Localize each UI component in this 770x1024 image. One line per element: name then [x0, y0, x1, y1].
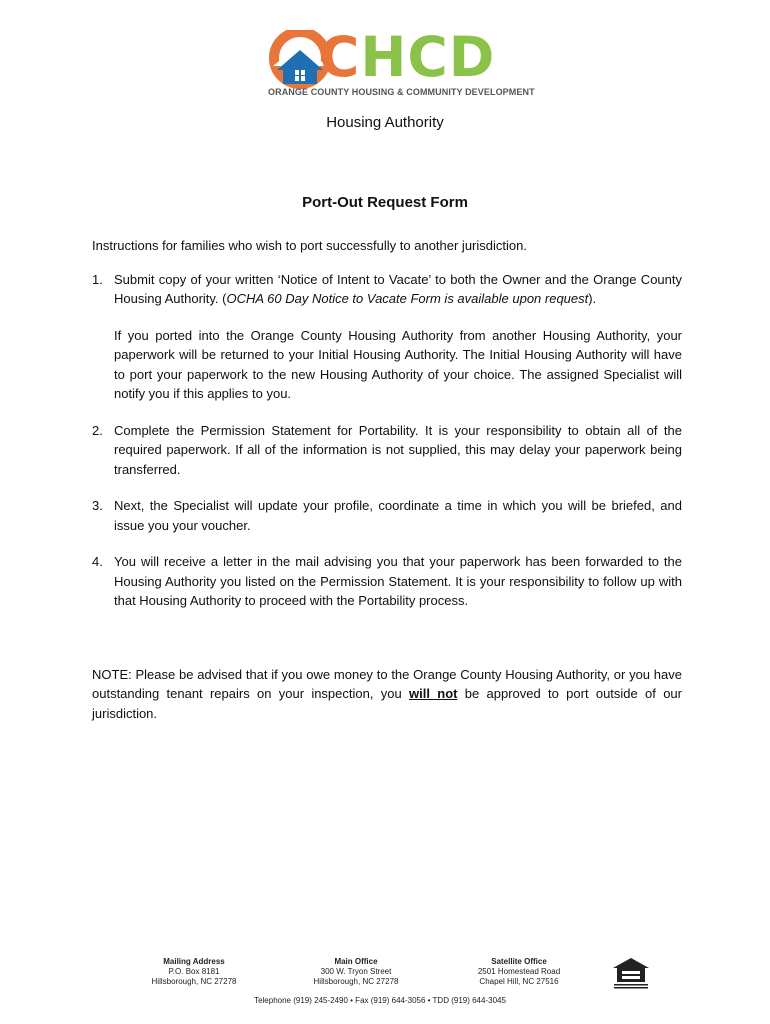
mailing-address: Mailing Address P.O. Box 8181 Hillsborough, NC 27278: [151, 957, 237, 986]
item-text: Complete the Permission Statement for Portability. It is your responsibility to obtain all of the required paperwork. If all of the information is not supplied, this may delay your paperwork being transferred.: [114, 422, 682, 477]
item-subtext: If you ported into the Orange County Housing Authority from another Housing Authority, your paperwork will be returned to your Initial Housing Authority. The Initial Housing Authority will have to port your paperwork to the new Housing Authority of your choice. The assigned Specialist will notify you if this applies to you.: [114, 327, 682, 401]
list-item: [92, 496, 682, 535]
instructions-body: [92, 236, 682, 723]
equal-housing-opportunity-icon: [610, 956, 652, 990]
logo-subtitle: ORANGE COUNTY HOUSING & COMMUNITY DEVELOPMENT: [268, 87, 535, 97]
logo-wordmark: CHCD: [319, 25, 496, 89]
item-number: 2.: [92, 422, 103, 438]
item-text: You will receive a letter in the mail advising you that your paperwork has been forwarded to the Housing Authority you listed on the Permission Statement. It is your responsibility to follow up with that Housing Authority to proceed with the Portability process.: [114, 554, 682, 608]
item-text: Submit copy of your written ‘Notice of Intent to Vacate’ to both the Owner and the Orange County Housing Authority. (OCHA 60 Day Notice to Vacate Form is available upon request).: [114, 271, 682, 306]
form-title: Port-Out Request Form: [302, 194, 468, 211]
item-number: 4.: [92, 554, 103, 569]
list-item: [92, 552, 682, 611]
item-number: 1.: [92, 271, 103, 287]
phone-line: Telephone (919) 245-2490 • Fax (919) 644-3056 • TDD (919) 644-3045: [254, 996, 506, 1005]
list-item: [92, 421, 682, 480]
list-item: [92, 270, 682, 404]
note-text: NOTE: Please be advised that if you owe money to the Orange County Housing Authority, or you have outstanding tenant repairs on your inspection, you will not be approved to port outside of our jurisdiction.: [92, 666, 682, 721]
main-office-address: Main Office 300 W. Tryon Street Hillsborough, NC 27278: [313, 957, 399, 986]
item-text: Next, the Specialist will update your profile, coordinate a time in which you will be briefed, and issue you your voucher.: [114, 498, 682, 533]
org-name: Housing Authority: [326, 114, 444, 131]
intro-text: Instructions for families who wish to port successfully to another jurisdiction.: [92, 238, 527, 253]
satellite-office-address: Satellite Office 2501 Homestead Road Chapel Hill, NC 27516: [477, 957, 561, 986]
item-number: 3.: [92, 498, 103, 513]
